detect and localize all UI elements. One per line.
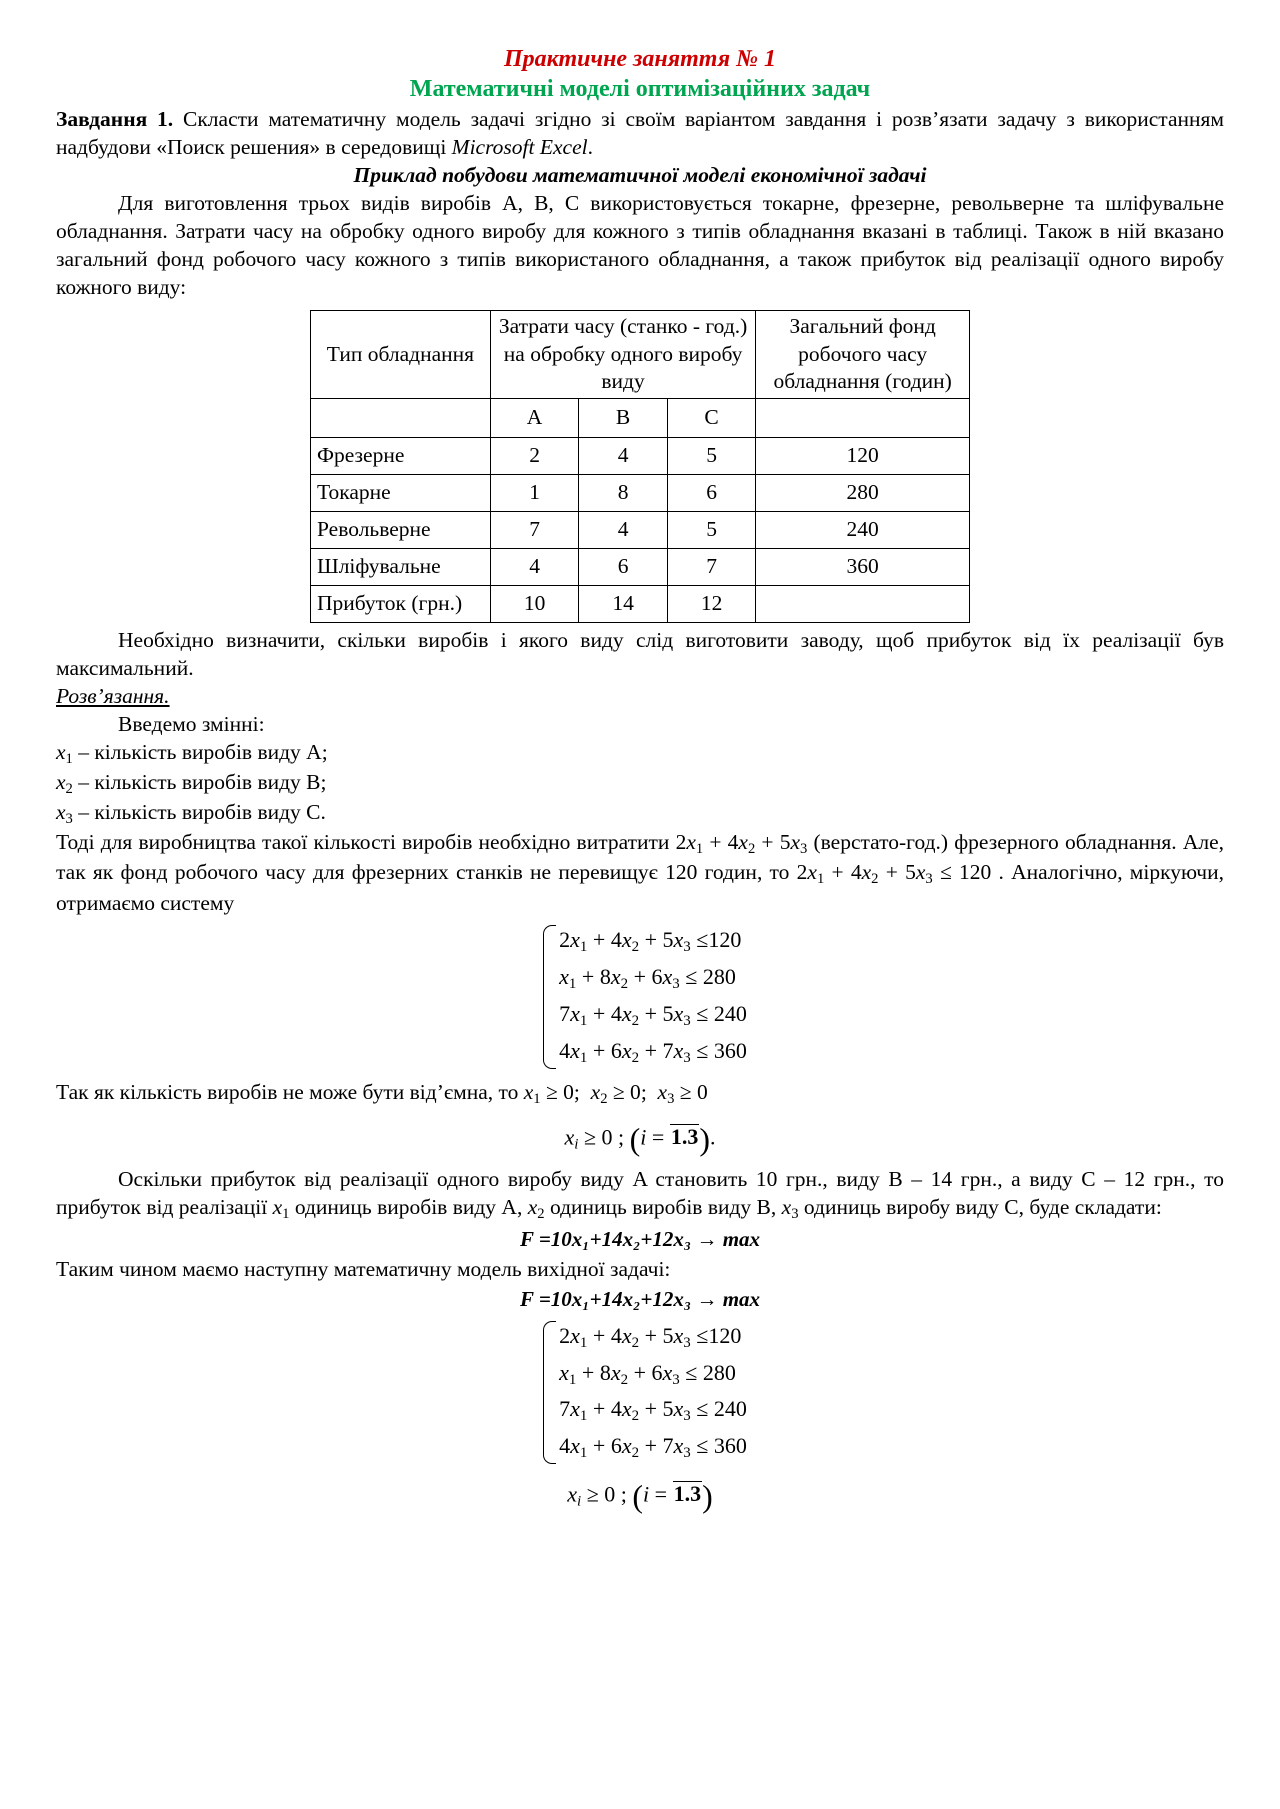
nonneg-x3: $x_3 \ge 0$ xyxy=(657,1079,708,1107)
row-value-b: 8 xyxy=(579,475,668,512)
page-title: Практичне заняття № 1 xyxy=(503,46,777,72)
task-text-2: . xyxy=(587,134,593,159)
task-text-1: Скласти математичну модель задачі згідно зі своїм варіантом завдання і розв’язати задачу з використанням надбудови «Поиск решения» в середовищі xyxy=(56,107,1224,159)
profit-text-3: одиниць виробів виду B, xyxy=(544,1195,782,1220)
solution-heading xyxy=(56,683,1224,711)
var-symbol: x xyxy=(56,740,66,765)
profit-x2: $x_2$ xyxy=(527,1195,545,1223)
row-name: Шліфувальне xyxy=(311,549,491,586)
variable-definition-2 xyxy=(56,769,1224,799)
inequality-row: $2x_1 + 4x_2 + 5x_3 \le 120$ xyxy=(559,927,742,956)
inequality-row: $4x_1 + 6x_2 + 7x_3 \le 360$ xyxy=(559,1037,747,1067)
page-subtitle: Математичні моделі оптимізаційних задач xyxy=(409,76,871,102)
inequality-row: $x_1 + 8x_2 + 6x_3 \le 280$ xyxy=(559,1359,736,1388)
inequality-row: $x_1 + 8x_2 + 6x_3 \le 280$ xyxy=(559,964,736,993)
empty-cell xyxy=(311,399,491,438)
empty-cell xyxy=(756,399,970,438)
var-index: 2 xyxy=(65,781,73,798)
row-name: Фрезерне xyxy=(311,438,491,475)
intro-paragraph: Для виготовлення трьох видів виробів A, B, C використовується токарне, фрезерне, револьверне та шліфувальне обладнання. Затрати часу на обробку одного виробу для кожного з типів обладнання вказані в таблиці. Також в ній вказано загальний фонд робочого часу кожного з типів використаного обладнання, а також прибуток від реалізації одного виробу кожного виду: xyxy=(56,190,1224,299)
row-value-fund: 120 xyxy=(756,438,970,475)
profit-text-2: одиниць виробів виду A, xyxy=(289,1195,528,1220)
table-row xyxy=(311,438,970,475)
derivation-paragraph xyxy=(56,829,1224,917)
table-product-row xyxy=(311,399,970,438)
task-label: Завдання 1. xyxy=(56,107,174,131)
profit-text-1: Оскільки прибуток від реалізації одного виробу виду A становить 10 грн., виду B – 14 грн., а виду C – 12 грн., то прибуток від реалізації xyxy=(56,1167,1224,1220)
inequality-row: $2x_1 + 4x_2 + 5x_3 \le 120$ xyxy=(559,1322,742,1351)
profit-x3: $x_3$ xyxy=(781,1195,799,1223)
header-type: Тип обладнання xyxy=(311,310,491,399)
row-value-a: 10 xyxy=(490,586,579,623)
profit-paragraph xyxy=(56,1166,1224,1224)
brace-icon xyxy=(533,1319,747,1466)
table-row xyxy=(311,549,970,586)
row-value-c: 5 xyxy=(667,438,756,475)
system-of-inequalities-1 xyxy=(56,923,1224,1070)
var-index: 3 xyxy=(65,811,73,828)
nonnegativity-paragraph: Так як кількість виробів не може бути від’ємна, то $x_1 \ge 0$; $x_2 \ge 0$; $x_3 \ge 0$ xyxy=(56,1079,708,1107)
derivation-text-2: (верстато-год.) фрезерного обладнання. Але, так як фонд робочого часу для фрезерних станків не перевищує 120 годин, то xyxy=(56,830,1224,885)
row-value-b: 14 xyxy=(579,586,668,623)
variables-intro: Введемо змінні: xyxy=(118,712,265,737)
row-value-fund: 360 xyxy=(756,549,970,586)
table-row xyxy=(311,586,970,623)
nonneg-x1: $x_1 \ge 0$ xyxy=(523,1079,574,1107)
row-name: Прибуток (грн.) xyxy=(311,586,491,623)
row-value-c: 7 xyxy=(667,549,756,586)
derivation-text-1: Тоді для виробництва такої кількості виробів необхідно витратити xyxy=(56,830,676,855)
var-symbol: x xyxy=(56,800,66,825)
row-name: Токарне xyxy=(311,475,491,512)
var-index: 1 xyxy=(65,751,73,768)
nonnegativity-general: $x_i \ge 0$ ; (i = 1.3). xyxy=(564,1121,716,1157)
software-name: Microsoft Excel xyxy=(451,134,588,159)
row-value-fund xyxy=(756,586,970,623)
header-fund: Загальний фонд робочого часу обладнання (годин) xyxy=(756,310,970,399)
row-value-c: 12 xyxy=(667,586,756,623)
table-header-row xyxy=(311,310,970,399)
row-value-fund: 280 xyxy=(756,475,970,512)
inequality-row: $7x_1 + 4x_2 + 5x_3 \le 240$ xyxy=(559,1396,747,1425)
product-col-c: C xyxy=(667,399,756,438)
var-symbol: x xyxy=(56,770,66,795)
system-of-inequalities-2 xyxy=(56,1319,1224,1466)
objective-function-final: F =10x₁+14x₂+12x₃ → max xyxy=(519,1286,761,1311)
row-value-b: 6 xyxy=(579,549,668,586)
task-paragraph xyxy=(56,106,1224,162)
nonnegativity-general-final: $x_i \ge 0$ ; (i = 1.3) xyxy=(567,1479,713,1515)
product-col-b: B xyxy=(579,399,668,438)
objective-function: F =10x₁+14x₂+12x₃ → max xyxy=(519,1227,761,1252)
derivation-expression-1: $2x_1 + 4x_2 + 5x_3$ xyxy=(675,830,808,858)
profit-x1: $x_1$ xyxy=(272,1195,290,1223)
row-value-c: 6 xyxy=(667,475,756,512)
after-table-paragraph: Необхідно визначити, скільки виробів і якого виду слід виготовити заводу, щоб прибуток від їх реалізації був максимальний. xyxy=(56,628,1224,681)
row-value-a: 7 xyxy=(490,512,579,549)
table-row xyxy=(311,475,970,512)
row-value-c: 5 xyxy=(667,512,756,549)
derivation-text-3: . Аналогічно, міркуючи, отримаємо систему xyxy=(56,860,1224,915)
row-value-b: 4 xyxy=(579,438,668,475)
var-description: – кількість виробів виду C. xyxy=(72,800,326,825)
row-value-a: 2 xyxy=(490,438,579,475)
derivation-expression-2: $2x_1 + 4x_2 + 5x_3 \le 120$ xyxy=(796,860,992,888)
variable-definition-1 xyxy=(56,739,1224,769)
row-value-fund: 240 xyxy=(756,512,970,549)
table-row xyxy=(311,512,970,549)
example-heading: Приклад побудови математичної моделі економічної задачі xyxy=(353,162,927,187)
header-time: Затрати часу (станко - год.) на обробку одного виробу виду xyxy=(490,310,756,399)
variable-definition-3 xyxy=(56,799,1224,829)
profit-text-4: одиниць виробу виду C, буде складати: xyxy=(798,1195,1162,1220)
row-name: Револьверне xyxy=(311,512,491,549)
product-col-a: A xyxy=(490,399,579,438)
solution-heading-text: Розв’язання. xyxy=(56,684,170,709)
nonneg-x2: $x_2 \ge 0$ xyxy=(590,1079,641,1107)
brace-icon xyxy=(533,923,747,1070)
equipment-table xyxy=(310,310,970,624)
row-value-a: 1 xyxy=(490,475,579,512)
var-description: – кількість виробів виду B; xyxy=(72,770,327,795)
nonneg-text: Так як кількість виробів не може бути від’ємна, то xyxy=(56,1079,524,1104)
model-intro: Таким чином маємо наступну математичну модель вихідної задачі: xyxy=(56,1256,671,1281)
var-description: – кількість виробів виду A; xyxy=(72,740,328,765)
inequality-row: $7x_1 + 4x_2 + 5x_3 \le 240$ xyxy=(559,1001,747,1030)
row-value-b: 4 xyxy=(579,512,668,549)
inequality-row: $4x_1 + 6x_2 + 7x_3 \le 360$ xyxy=(559,1433,747,1462)
row-value-a: 4 xyxy=(490,549,579,586)
